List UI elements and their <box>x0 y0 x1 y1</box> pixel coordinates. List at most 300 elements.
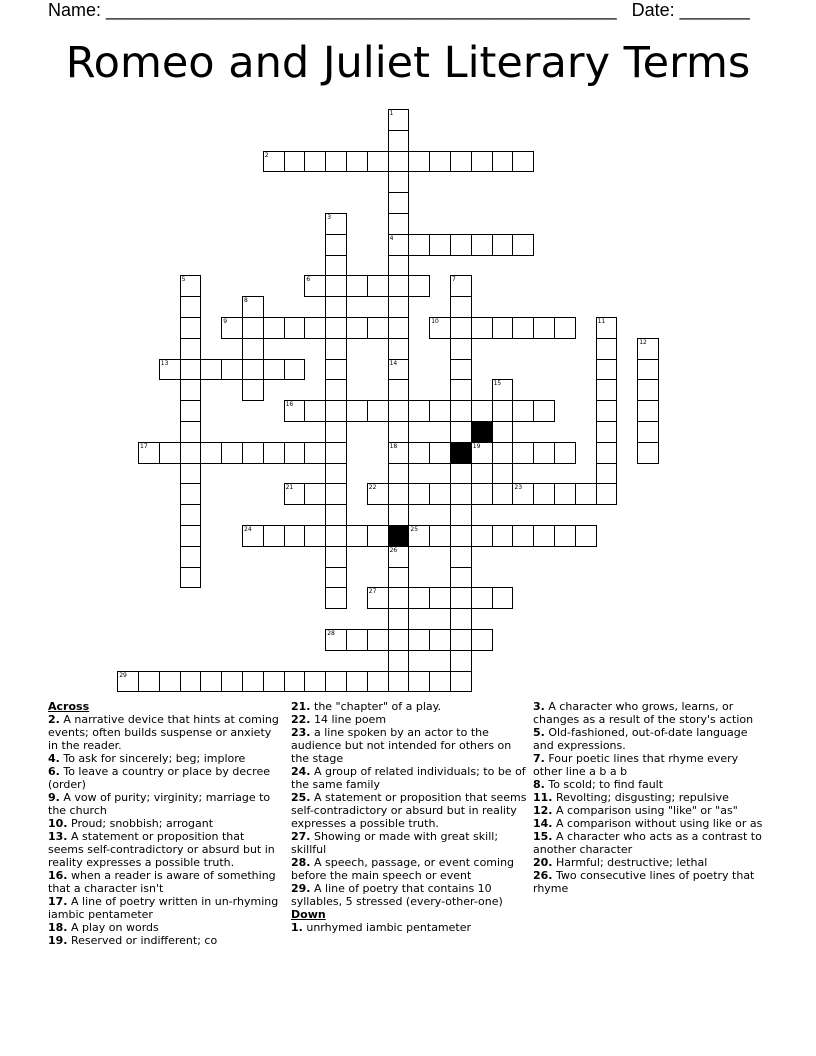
grid-cell[interactable] <box>388 171 410 193</box>
clue-item-number: 21. <box>291 700 311 713</box>
grid-cell[interactable] <box>408 400 430 422</box>
grid-cell[interactable] <box>304 483 326 505</box>
grid-cell[interactable] <box>637 442 659 464</box>
grid-cell[interactable] <box>388 463 410 485</box>
grid-cell[interactable] <box>492 525 514 547</box>
clue-item-number: 12. <box>533 804 553 817</box>
clue-item-number: 8. <box>533 778 545 791</box>
grid-cell[interactable] <box>284 359 306 381</box>
clue-item-number: 17. <box>48 895 68 908</box>
clue-item <box>291 765 527 791</box>
grid-cell[interactable] <box>221 671 243 693</box>
grid-cell[interactable] <box>388 317 410 339</box>
clue-item-text: To ask for sincerely; beg; implore <box>63 752 246 765</box>
grid-cell[interactable] <box>388 130 410 152</box>
grid-cell[interactable] <box>367 525 389 547</box>
grid-cell[interactable] <box>429 671 451 693</box>
grid-cell[interactable] <box>200 671 222 693</box>
grid-cell[interactable] <box>450 379 472 401</box>
clue-item-number: 20. <box>533 856 553 869</box>
clue-item <box>48 830 283 869</box>
grid-cell[interactable] <box>242 317 264 339</box>
grid-cell[interactable] <box>325 567 347 589</box>
grid-cell[interactable] <box>492 151 514 173</box>
grid-cell[interactable] <box>408 629 430 651</box>
grid-cell[interactable] <box>325 504 347 526</box>
grid-cell[interactable] <box>471 400 493 422</box>
grid-cell[interactable] <box>450 504 472 526</box>
clue-item-text: Four poetic lines that rhyme every other line a b a b <box>533 752 739 778</box>
clue-item <box>48 752 283 765</box>
clue-item <box>533 804 763 817</box>
grid-cell[interactable] <box>512 442 534 464</box>
grid-cell[interactable] <box>596 379 618 401</box>
grid-cell[interactable] <box>596 359 618 381</box>
grid-cell[interactable] <box>367 400 389 422</box>
clue-number: 19 <box>472 442 481 450</box>
grid-cell[interactable] <box>429 483 451 505</box>
grid-cell[interactable] <box>429 525 451 547</box>
clue-number: 11 <box>597 318 606 325</box>
name-line[interactable]: ___________________________________________________ <box>106 0 617 20</box>
grid-cell[interactable] <box>554 483 576 505</box>
clue-item-text: when a reader is aware of something that a character isn't <box>48 869 276 895</box>
across-heading: Across <box>48 700 90 713</box>
clue-number: 4 <box>389 234 394 242</box>
grid-cell[interactable] <box>388 296 410 318</box>
clue-item-number: 18. <box>48 921 68 934</box>
grid-cell[interactable] <box>450 546 472 568</box>
grid-cell[interactable] <box>637 359 659 381</box>
grid-cell[interactable] <box>533 525 555 547</box>
grid-cell[interactable] <box>180 463 202 485</box>
grid-cell[interactable] <box>388 192 410 214</box>
grid-cell[interactable] <box>388 567 410 589</box>
grid-cell[interactable] <box>512 400 534 422</box>
grid-cell[interactable] <box>408 275 430 297</box>
grid-cell[interactable] <box>325 483 347 505</box>
clue-item <box>291 726 527 765</box>
grid-cell[interactable] <box>450 650 472 672</box>
grid-cell[interactable] <box>180 671 202 693</box>
clue-item-text: Revolting; disgusting; repulsive <box>556 791 729 804</box>
grid-cell[interactable] <box>388 629 410 651</box>
grid-cell[interactable] <box>242 671 264 693</box>
grid-cell[interactable] <box>325 296 347 318</box>
date-line[interactable]: _______ <box>679 0 750 20</box>
clue-item <box>291 830 527 856</box>
clue-item <box>533 856 763 869</box>
clue-item-text: unrhymed iambic pentameter <box>306 921 472 934</box>
grid-cell[interactable] <box>180 442 202 464</box>
clue-number: 7 <box>452 276 456 284</box>
clue-item-number: 27. <box>291 830 311 843</box>
grid-cell[interactable] <box>450 400 472 422</box>
grid-cell[interactable] <box>450 359 472 381</box>
grid-cell[interactable] <box>450 234 472 256</box>
grid-cell[interactable] <box>263 442 285 464</box>
clue-item <box>533 726 763 752</box>
grid-cell[interactable] <box>325 255 347 277</box>
clue-item-text: Old-fashioned, out-of-date language and expressions. <box>533 726 748 752</box>
grid-cell[interactable] <box>408 483 430 505</box>
grid-cell[interactable] <box>284 525 306 547</box>
grid-cell[interactable] <box>263 317 285 339</box>
grid-cell[interactable] <box>180 338 202 360</box>
grid-cell[interactable] <box>180 567 202 589</box>
date-label: Date: <box>631 0 675 20</box>
clue-item <box>291 856 527 882</box>
grid-cell[interactable] <box>596 400 618 422</box>
grid-cell[interactable] <box>388 151 410 173</box>
grid-cell[interactable] <box>492 234 514 256</box>
clue-item-text: 14 line poem <box>314 713 387 726</box>
clue-number: 21 <box>285 484 294 492</box>
grid-cell[interactable] <box>512 234 534 256</box>
grid-cell[interactable] <box>471 151 493 173</box>
grid-cell[interactable] <box>284 151 306 173</box>
clue-item-text: A vow of purity; virginity; marriage to the church <box>48 791 271 817</box>
grid-cell[interactable] <box>325 442 347 464</box>
grid-cell[interactable] <box>221 442 243 464</box>
clue-item <box>48 817 283 830</box>
grid-cell[interactable] <box>596 463 618 485</box>
grid-cell[interactable] <box>471 525 493 547</box>
grid-cell[interactable] <box>450 483 472 505</box>
clue-item-text: Harmful; destructive; lethal <box>556 856 708 869</box>
grid-cell[interactable] <box>263 671 285 693</box>
clue-item <box>291 882 527 908</box>
grid-block <box>388 525 410 547</box>
grid-cell[interactable] <box>325 338 347 360</box>
grid-cell[interactable] <box>554 317 576 339</box>
grid-cell[interactable] <box>180 483 202 505</box>
clue-item-number: 16. <box>48 869 68 882</box>
grid-cell[interactable] <box>388 483 410 505</box>
grid-cell[interactable] <box>388 608 410 630</box>
clue-item-number: 10. <box>48 817 68 830</box>
grid-cell[interactable] <box>346 151 368 173</box>
grid-cell[interactable] <box>346 629 368 651</box>
grid-cell[interactable] <box>512 151 534 173</box>
grid-cell[interactable] <box>408 442 430 464</box>
grid-cell[interactable] <box>492 463 514 485</box>
grid-cell[interactable] <box>429 400 451 422</box>
grid-cell[interactable] <box>284 671 306 693</box>
grid-cell[interactable] <box>388 213 410 235</box>
clue-number: 13 <box>160 359 169 367</box>
clue-item <box>48 713 283 752</box>
grid-cell[interactable] <box>346 671 368 693</box>
grid-cell[interactable] <box>492 587 514 609</box>
grid-cell[interactable] <box>471 317 493 339</box>
clue-number: 25 <box>410 526 419 533</box>
clue-item <box>48 921 283 934</box>
grid-cell[interactable] <box>367 275 389 297</box>
grid-cell[interactable] <box>304 151 326 173</box>
grid-cell[interactable] <box>408 587 430 609</box>
clue-item <box>48 934 283 947</box>
clue-number: 22 <box>368 484 377 492</box>
grid-cell[interactable] <box>325 379 347 401</box>
clue-item <box>48 895 283 921</box>
grid-cell[interactable] <box>325 317 347 339</box>
grid-cell[interactable] <box>180 400 202 422</box>
grid-cell[interactable] <box>492 483 514 505</box>
grid-cell[interactable] <box>242 379 264 401</box>
grid-cell[interactable] <box>388 338 410 360</box>
grid-cell[interactable] <box>533 317 555 339</box>
grid-cell[interactable] <box>346 317 368 339</box>
grid-cell[interactable] <box>325 463 347 485</box>
grid-cell[interactable] <box>450 296 472 318</box>
grid-cell[interactable] <box>388 587 410 609</box>
clues-column-3 <box>533 700 763 895</box>
clue-item-text: A statement or proposition that seems self-contradictory or absurd but in reality expresses a possible truth. <box>291 791 527 830</box>
grid-cell[interactable] <box>346 400 368 422</box>
grid-cell[interactable] <box>429 587 451 609</box>
grid-cell[interactable] <box>554 442 576 464</box>
clue-item <box>533 830 763 856</box>
grid-block <box>471 421 493 443</box>
clue-number: 8 <box>244 297 248 305</box>
clue-item-number: 19. <box>48 934 68 947</box>
clue-number: 1 <box>389 110 394 117</box>
clue-item-number: 22. <box>291 713 311 726</box>
grid-cell[interactable] <box>450 587 472 609</box>
grid-cell[interactable] <box>138 671 160 693</box>
grid-cell[interactable] <box>200 359 222 381</box>
clue-item-number: 5. <box>533 726 545 739</box>
clue-number: 3 <box>327 214 332 221</box>
grid-cell[interactable] <box>325 525 347 547</box>
grid-cell[interactable] <box>242 442 264 464</box>
grid-cell[interactable] <box>471 483 493 505</box>
grid-cell[interactable] <box>408 151 430 173</box>
grid-cell[interactable] <box>325 359 347 381</box>
grid-cell[interactable] <box>596 421 618 443</box>
clue-number: 24 <box>244 526 252 533</box>
clue-item <box>533 700 763 726</box>
clue-item-text: A play on words <box>71 921 159 934</box>
grid-cell[interactable] <box>180 317 202 339</box>
grid-cell[interactable] <box>596 338 618 360</box>
grid-cell[interactable] <box>180 525 202 547</box>
grid-cell[interactable] <box>367 317 389 339</box>
clue-item-text: Two consecutive lines of poetry that rhyme <box>533 869 755 895</box>
clue-item-text: Reserved or indifferent; co <box>71 934 218 947</box>
grid-cell[interactable] <box>512 317 534 339</box>
grid-cell[interactable] <box>325 546 347 568</box>
grid-cell[interactable] <box>325 671 347 693</box>
clue-item-text: the "chapter" of a play. <box>314 700 442 713</box>
clue-number: 18 <box>389 442 398 450</box>
grid-cell[interactable] <box>325 234 347 256</box>
grid-cell[interactable] <box>450 671 472 693</box>
grid-cell[interactable] <box>533 400 555 422</box>
grid-cell[interactable] <box>304 442 326 464</box>
grid-cell[interactable] <box>242 338 264 360</box>
grid-cell[interactable] <box>263 359 285 381</box>
grid-cell[interactable] <box>596 483 618 505</box>
grid-cell[interactable] <box>180 359 202 381</box>
clue-number: 17 <box>140 442 148 450</box>
grid-cell[interactable] <box>637 379 659 401</box>
grid-cell[interactable] <box>471 234 493 256</box>
clue-item-text: A character who acts as a contrast to another character <box>533 830 762 856</box>
clue-item-number: 14. <box>533 817 553 830</box>
grid-cell[interactable] <box>429 234 451 256</box>
grid-cell[interactable] <box>325 421 347 443</box>
grid-cell[interactable] <box>554 525 576 547</box>
clue-item-number: 3. <box>533 700 545 713</box>
clue-item <box>533 817 763 830</box>
clue-item <box>48 765 283 791</box>
grid-cell[interactable] <box>408 234 430 256</box>
grid-cell[interactable] <box>180 296 202 318</box>
grid-cell[interactable] <box>637 400 659 422</box>
clue-number: 10 <box>431 318 439 325</box>
grid-cell[interactable] <box>367 629 389 651</box>
clue-item-text: a line spoken by an actor to the audience but not intended for others on the stage <box>291 726 512 765</box>
grid-cell[interactable] <box>637 421 659 443</box>
clue-item <box>533 778 763 791</box>
clue-item-text: A line of poetry that contains 10 syllables, 5 stressed (every-other-one) <box>291 882 503 908</box>
clue-item-number: 4. <box>48 752 60 765</box>
grid-cell[interactable] <box>325 587 347 609</box>
grid-cell[interactable] <box>388 421 410 443</box>
grid-cell[interactable] <box>242 359 264 381</box>
clue-item-number: 29. <box>291 882 311 895</box>
clue-item-number: 23. <box>291 726 311 739</box>
grid-cell[interactable] <box>471 587 493 609</box>
grid-cell[interactable] <box>325 151 347 173</box>
grid-cell[interactable] <box>388 650 410 672</box>
grid-cell[interactable] <box>367 671 389 693</box>
grid-cell[interactable] <box>450 608 472 630</box>
clue-item <box>291 700 527 713</box>
grid-cell[interactable] <box>263 525 285 547</box>
grid-cell[interactable] <box>159 671 181 693</box>
clue-item <box>291 921 527 934</box>
grid-cell[interactable] <box>429 442 451 464</box>
grid-cell[interactable] <box>388 400 410 422</box>
grid-cell[interactable] <box>575 525 597 547</box>
clue-item <box>291 791 527 830</box>
grid-cell[interactable] <box>429 629 451 651</box>
clue-item-number: 15. <box>533 830 553 843</box>
clue-item-text: Proud; snobbish; arrogant <box>71 817 214 830</box>
grid-cell[interactable] <box>471 629 493 651</box>
grid-cell[interactable] <box>325 400 347 422</box>
grid-cell[interactable] <box>450 525 472 547</box>
grid-cell[interactable] <box>429 151 451 173</box>
clue-item <box>48 869 283 895</box>
clue-number: 5 <box>181 276 186 284</box>
grid-cell[interactable] <box>450 151 472 173</box>
clue-number: 12 <box>639 338 647 346</box>
clue-item-text: A character who grows, learns, or changes as a result of the story's action <box>533 700 754 726</box>
grid-cell[interactable] <box>450 567 472 589</box>
clue-number: 27 <box>368 588 377 596</box>
grid-cell[interactable] <box>512 525 534 547</box>
grid-cell[interactable] <box>304 317 326 339</box>
clue-item-text: A speech, passage, or event coming before the main speech or event <box>291 856 515 882</box>
clue-item-text: Showing or made with great skill; skillful <box>291 830 499 856</box>
grid-cell[interactable] <box>304 671 326 693</box>
grid-cell[interactable] <box>304 400 326 422</box>
grid-cell[interactable] <box>450 338 472 360</box>
clue-item-number: 1. <box>291 921 303 934</box>
grid-cell[interactable] <box>180 379 202 401</box>
name-label: Name: <box>48 0 102 20</box>
clue-item-text: To leave a country or place by decree (order) <box>48 765 271 791</box>
grid-cell[interactable] <box>408 671 430 693</box>
grid-cell[interactable] <box>492 421 514 443</box>
clue-number: 23 <box>514 484 523 492</box>
grid-cell[interactable] <box>367 151 389 173</box>
grid-cell[interactable] <box>492 317 514 339</box>
grid-cell[interactable] <box>388 504 410 526</box>
grid-cell[interactable] <box>450 421 472 443</box>
clue-number: 28 <box>327 630 335 637</box>
grid-cell[interactable] <box>388 671 410 693</box>
grid-cell[interactable] <box>388 255 410 277</box>
grid-cell[interactable] <box>180 421 202 443</box>
clue-item-number: 24. <box>291 765 311 778</box>
grid-cell[interactable] <box>180 546 202 568</box>
clue-item-number: 26. <box>533 869 553 882</box>
grid-cell[interactable] <box>159 442 181 464</box>
clues-column-2 <box>291 700 527 934</box>
grid-cell[interactable] <box>450 317 472 339</box>
grid-cell[interactable] <box>304 525 326 547</box>
grid-cell[interactable] <box>533 483 555 505</box>
clues-column-1 <box>48 700 283 947</box>
clue-number: 6 <box>306 276 311 284</box>
grid-cell[interactable] <box>346 525 368 547</box>
grid-cell[interactable] <box>492 400 514 422</box>
grid-cell[interactable] <box>325 275 347 297</box>
grid-cell[interactable] <box>221 359 243 381</box>
clue-item-text: A line of poetry written in un-rhyming iambic pentameter <box>48 895 279 921</box>
clue-item-number: 25. <box>291 791 311 804</box>
grid-cell[interactable] <box>533 442 555 464</box>
grid-cell[interactable] <box>200 442 222 464</box>
grid-cell[interactable] <box>388 379 410 401</box>
grid-cell[interactable] <box>284 317 306 339</box>
clue-item-number: 13. <box>48 830 68 843</box>
grid-cell[interactable] <box>450 463 472 485</box>
grid-cell[interactable] <box>575 483 597 505</box>
grid-cell[interactable] <box>388 275 410 297</box>
clue-number: 29 <box>119 671 127 679</box>
grid-cell[interactable] <box>492 442 514 464</box>
grid-cell[interactable] <box>284 442 306 464</box>
clue-item <box>533 791 763 804</box>
clue-item <box>291 713 527 726</box>
clue-number: 2 <box>264 151 269 159</box>
clue-item-text: A comparison without using like or as <box>556 817 763 830</box>
clue-item-number: 7. <box>533 752 545 765</box>
grid-cell[interactable] <box>180 504 202 526</box>
grid-cell[interactable] <box>450 629 472 651</box>
clue-item-number: 28. <box>291 856 311 869</box>
clue-item-text: A comparison using "like" or "as" <box>556 804 738 817</box>
grid-cell[interactable] <box>596 442 618 464</box>
grid-cell[interactable] <box>346 275 368 297</box>
clue-item-text: A statement or proposition that seems self-contradictory or absurd but in reality expresses a possible truth. <box>48 830 275 869</box>
